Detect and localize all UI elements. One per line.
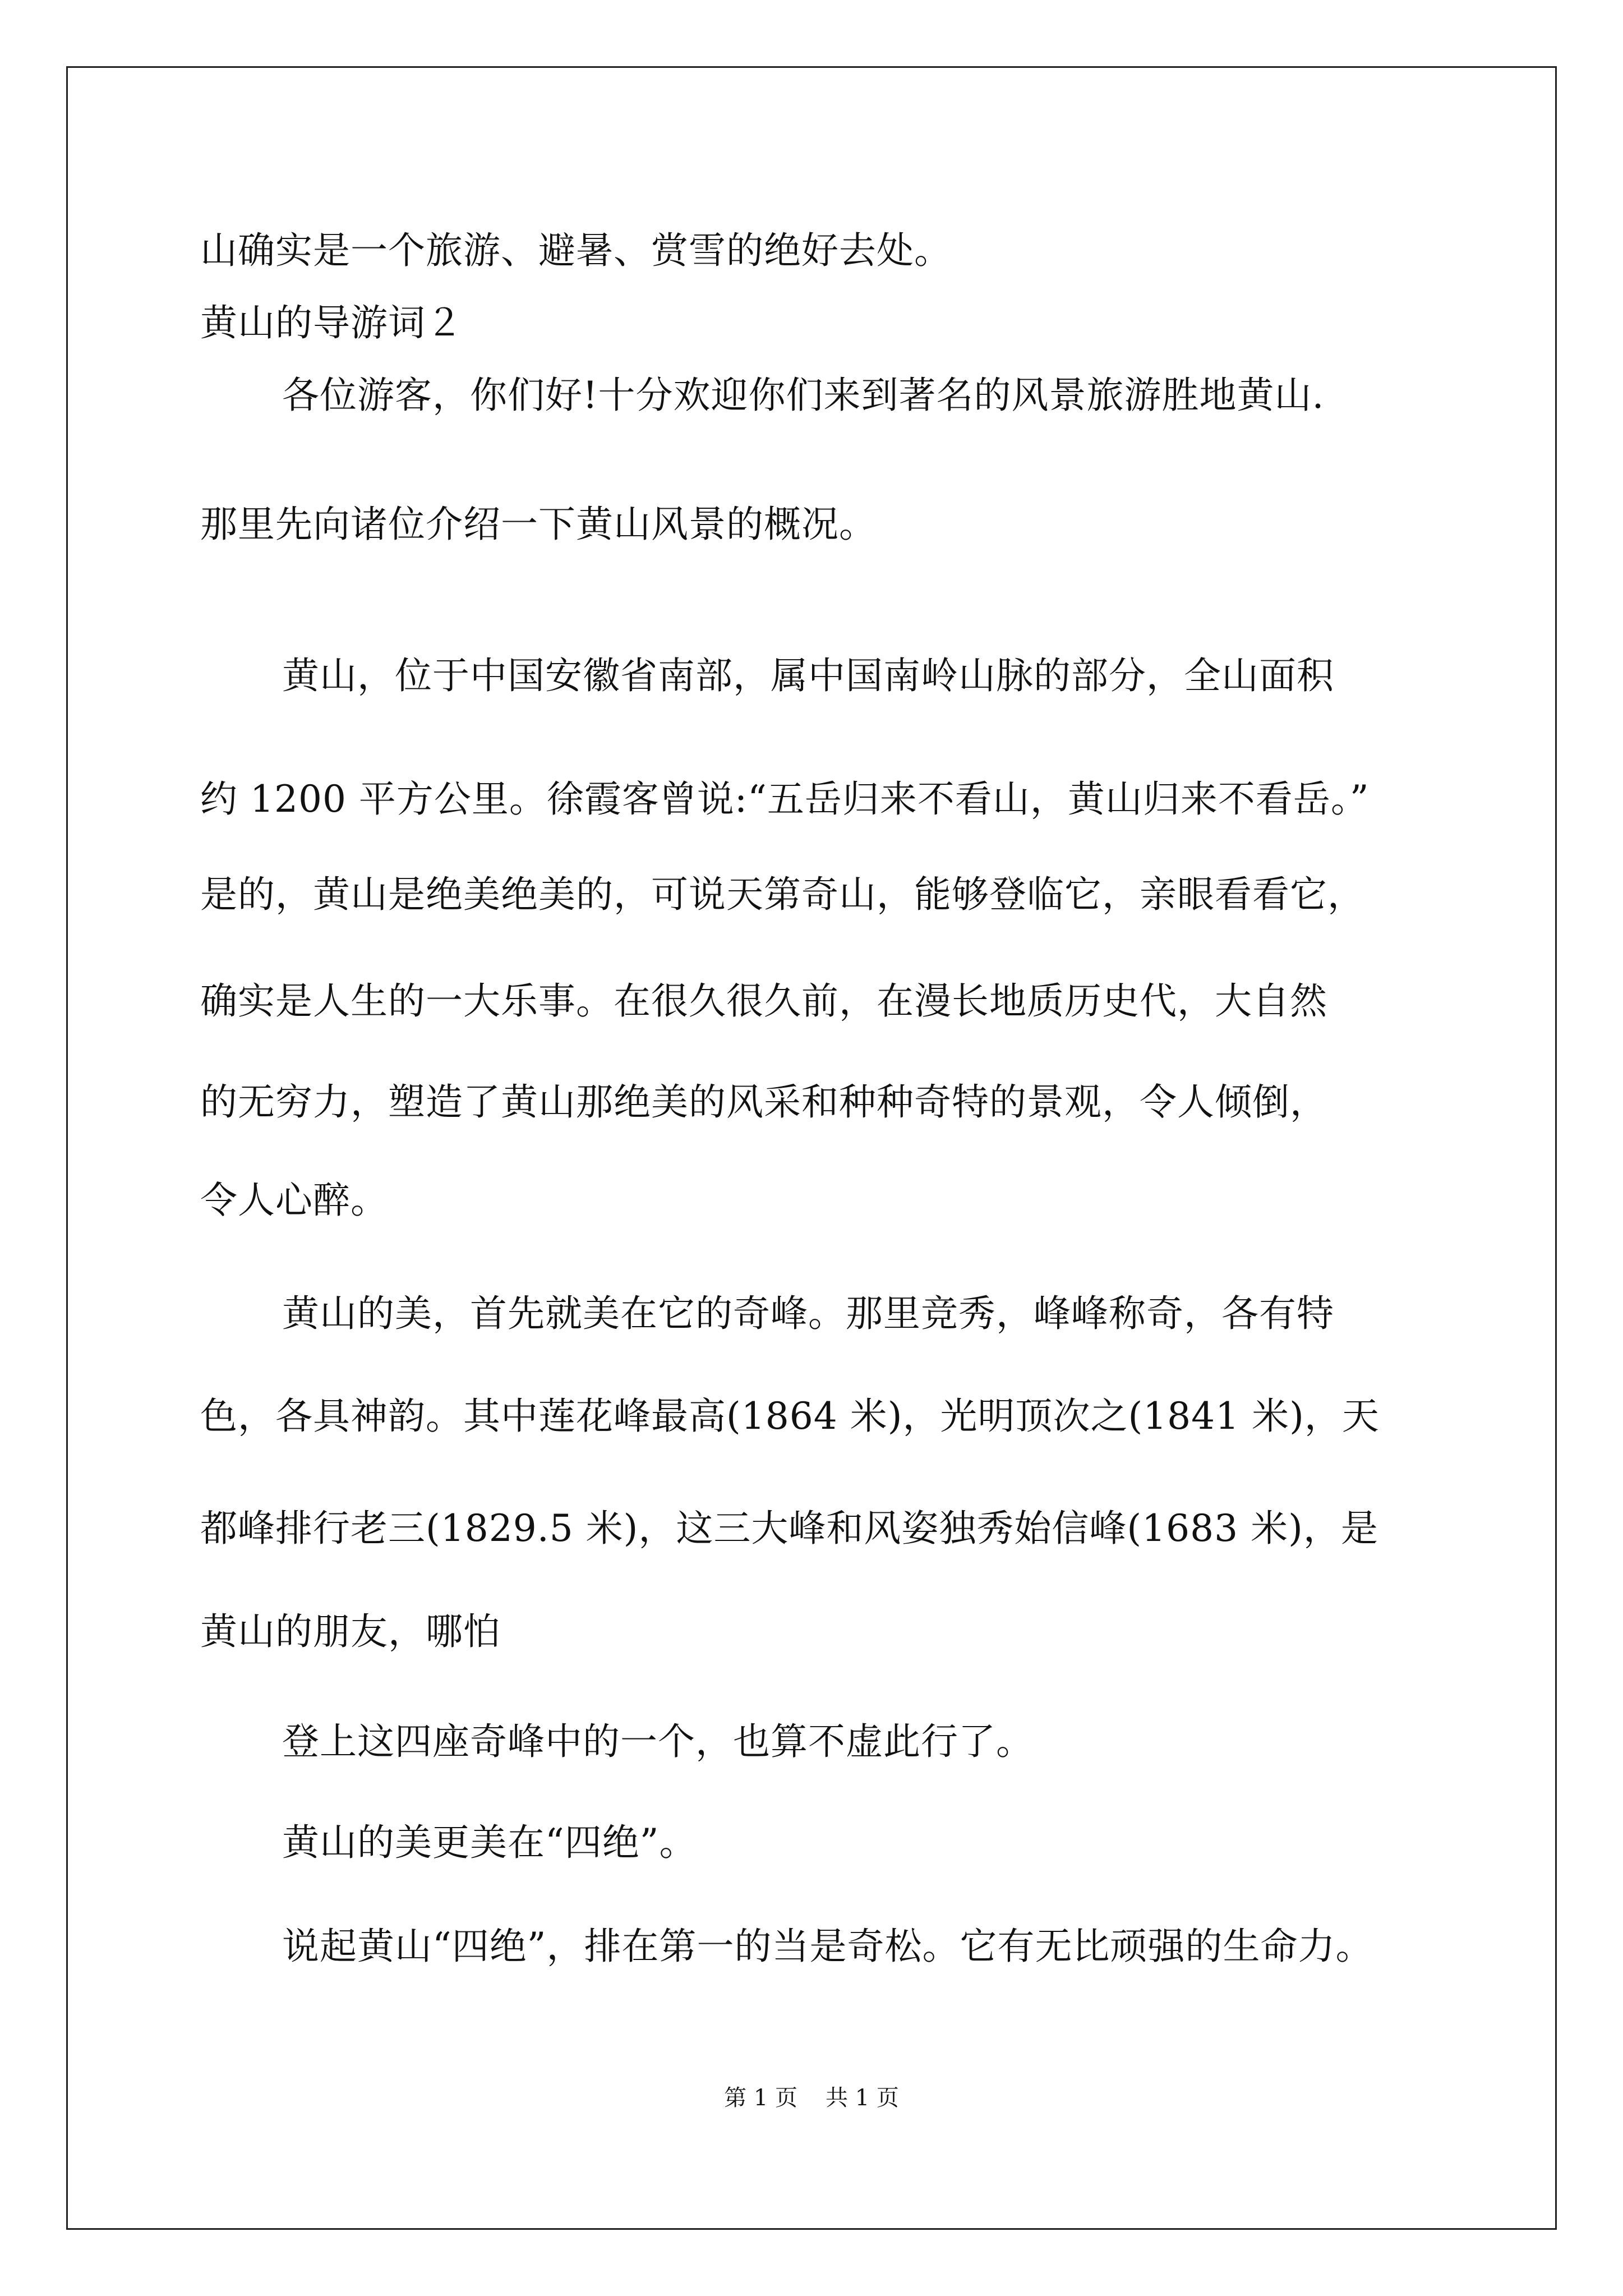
text-line: 那里先向诸位介绍一下黄山风景的概况。 (200, 503, 877, 546)
text-line: 登上这四座奇峰中的一个，也算不虚此行了。 (282, 1720, 1034, 1763)
page-number: 第 1 页 (724, 2085, 797, 2111)
text-line: 都峰排行老三(1829.5 米)，这三大峰和风姿独秀始信峰(1683 米)，是 (200, 1507, 1378, 1550)
text-line: 约 1200 平方公里。徐霞客曾说:“五岳归来不看山，黄山归来不看岳。” (200, 777, 1370, 821)
text-line: 确实是人生的一大乐事。在很久很久前，在漫长地质历史代，大自然 (200, 979, 1327, 1023)
text-line: 各位游客，你们好!十分欢迎你们来到著名的风景旅游胜地黄山. (282, 374, 1325, 417)
text-line: 山确实是一个旅游、避暑、赏雪的绝好去处。 (200, 229, 952, 272)
section-heading: 黄山的导游词２ (200, 301, 463, 344)
text-line: 黄山，位于中国安徽省南部，属中国南岭山脉的部分，全山面积 (282, 654, 1334, 697)
text-line: 令人心醉。 (200, 1179, 388, 1222)
page-total: 共 1 页 (826, 2085, 899, 2111)
text-line: 色，各具神韵。其中莲花峰最高(1864 米)，光明顶次之(1841 米)，天 (200, 1395, 1380, 1438)
text-line: 是的，黄山是绝美绝美的，可说天第奇山，能够登临它，亲眼看看它， (200, 873, 1365, 916)
text-line: 黄山的朋友，哪怕 (200, 1610, 501, 1653)
text-line: 黄山的美更美在“四绝”。 (282, 1821, 697, 1864)
text-line: 黄山的美，首先就美在它的奇峰。那里竞秀，峰峰称奇，各有特 (282, 1292, 1334, 1335)
text-line: 说起黄山“四绝”，排在第一的当是奇松。它有无比顽强的生命力。 (282, 1925, 1373, 1968)
text-line: 的无穷力，塑造了黄山那绝美的风采和种种奇特的景观，令人倾倒， (200, 1080, 1327, 1124)
page-footer (0, 2084, 1623, 2112)
